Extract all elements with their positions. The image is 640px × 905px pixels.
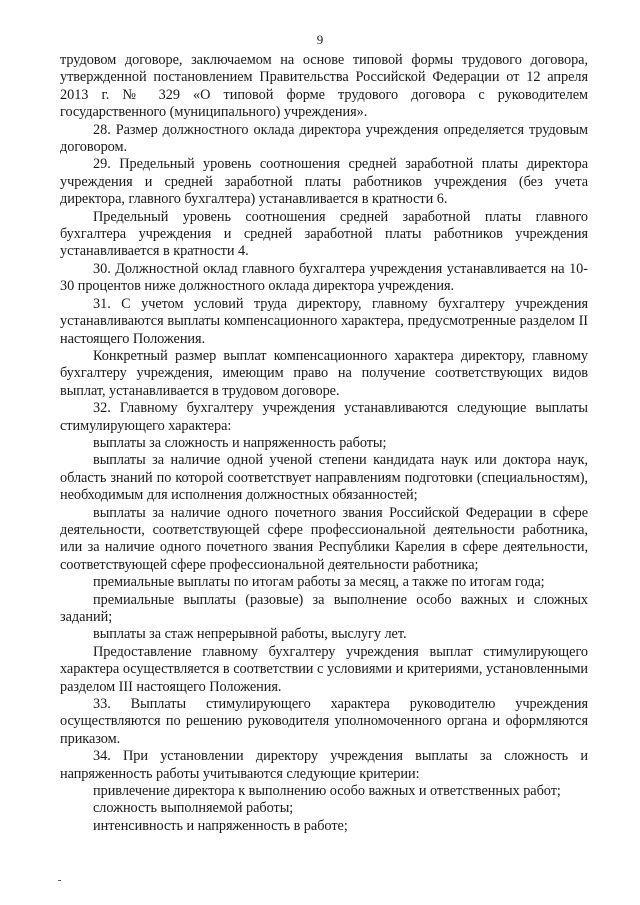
list-item: привлечение директора к выполнению особо важных и ответственных работ; xyxy=(93,783,561,800)
list-item: выплаты за наличие одной ученой степени кандидата наук или доктора наук, область знаний по которой соответствует направлениям подготовки (специальностям), необходимым для исполнения должностных обязанностей; xyxy=(60,452,588,504)
list-item: выплаты за наличие одного почетного звания Российской Федерации в сфере деятельности, соответствующей сфере профессиональной деятельности работника, или за наличие одного почетного звания Республики Карелия в сфере деятельности, соответствующей сфере профессиональной деятельности работника; xyxy=(60,504,588,573)
list-item: премиальные выплаты по итогам работы за месяц, а также по итогам года; xyxy=(93,574,545,591)
paragraph: 32. Главному бухгалтеру учреждения устанавливаются следующие выплаты стимулирующего характера: xyxy=(60,400,588,434)
paragraph: Конкретный размер выплат компенсационного характера директору, главному бухгалтеру учреждения, имеющим право на получение соответствующих видов выплат, устанавливается в трудовом договоре. xyxy=(60,347,588,399)
list-item: выплаты за стаж непрерывной работы, выслугу лет. xyxy=(93,626,407,643)
paragraph: трудовом договоре, заключаемом на основе типовой формы трудового договора, утвержденной постановлением Правительства Российской Федерации от 12 апреля 2013 г. № 329 «О типовой форме трудового договора с руководителем государственного (муниципального) учреждения». xyxy=(60,52,588,121)
scan-mark xyxy=(58,880,61,881)
list-item: сложность выполняемой работы; xyxy=(93,800,294,817)
paragraph: Предоставление главному бухгалтеру учреждения выплат стимулирующего характера осуществляется в соответствии с условиями и критериями, установленными разделом III настоящего Положения. xyxy=(60,643,588,695)
paragraph: Предельный уровень соотношения средней заработной платы главного бухгалтера учреждения и средней заработной платы работников учреждения устанавливается в кратности 4. xyxy=(60,208,588,260)
paragraph: 31. С учетом условий труда директору, главному бухгалтеру учреждения устанавливаются выплаты компенсационного характера, предусмотренные разделом II настоящего Положения. xyxy=(60,295,588,347)
paragraph: 29. Предельный уровень соотношения средней заработной платы директора учреждения и средней заработной платы работников учреждения (без учета директора, главного бухгалтера) устанавливается в кратности 6. xyxy=(60,156,588,208)
paragraph: 34. При установлении директору учреждения выплаты за сложность и напряженность работы учитываются следующие критерии: xyxy=(60,748,588,782)
document-body xyxy=(60,52,588,835)
list-item: выплаты за сложность и напряженность работы; xyxy=(93,434,387,451)
paragraph: 28. Размер должностного оклада директора учреждения определяется трудовым договором. xyxy=(60,121,588,156)
list-item: премиальные выплаты (разовые) за выполнение особо важных и сложных заданий; xyxy=(60,591,588,625)
paragraph: 33. Выплаты стимулирующего характера руководителю учреждения осуществляются по решению руководителя уполномоченного органа и оформляются приказом. xyxy=(60,696,588,747)
paragraph: 30. Должностной оклад главного бухгалтера учреждения устанавливается на 10-30 процентов ниже должностного оклада директора учреждения. xyxy=(60,260,588,295)
list-item: интенсивность и напряженность в работе; xyxy=(93,817,348,834)
page-number: 9 xyxy=(316,32,324,47)
